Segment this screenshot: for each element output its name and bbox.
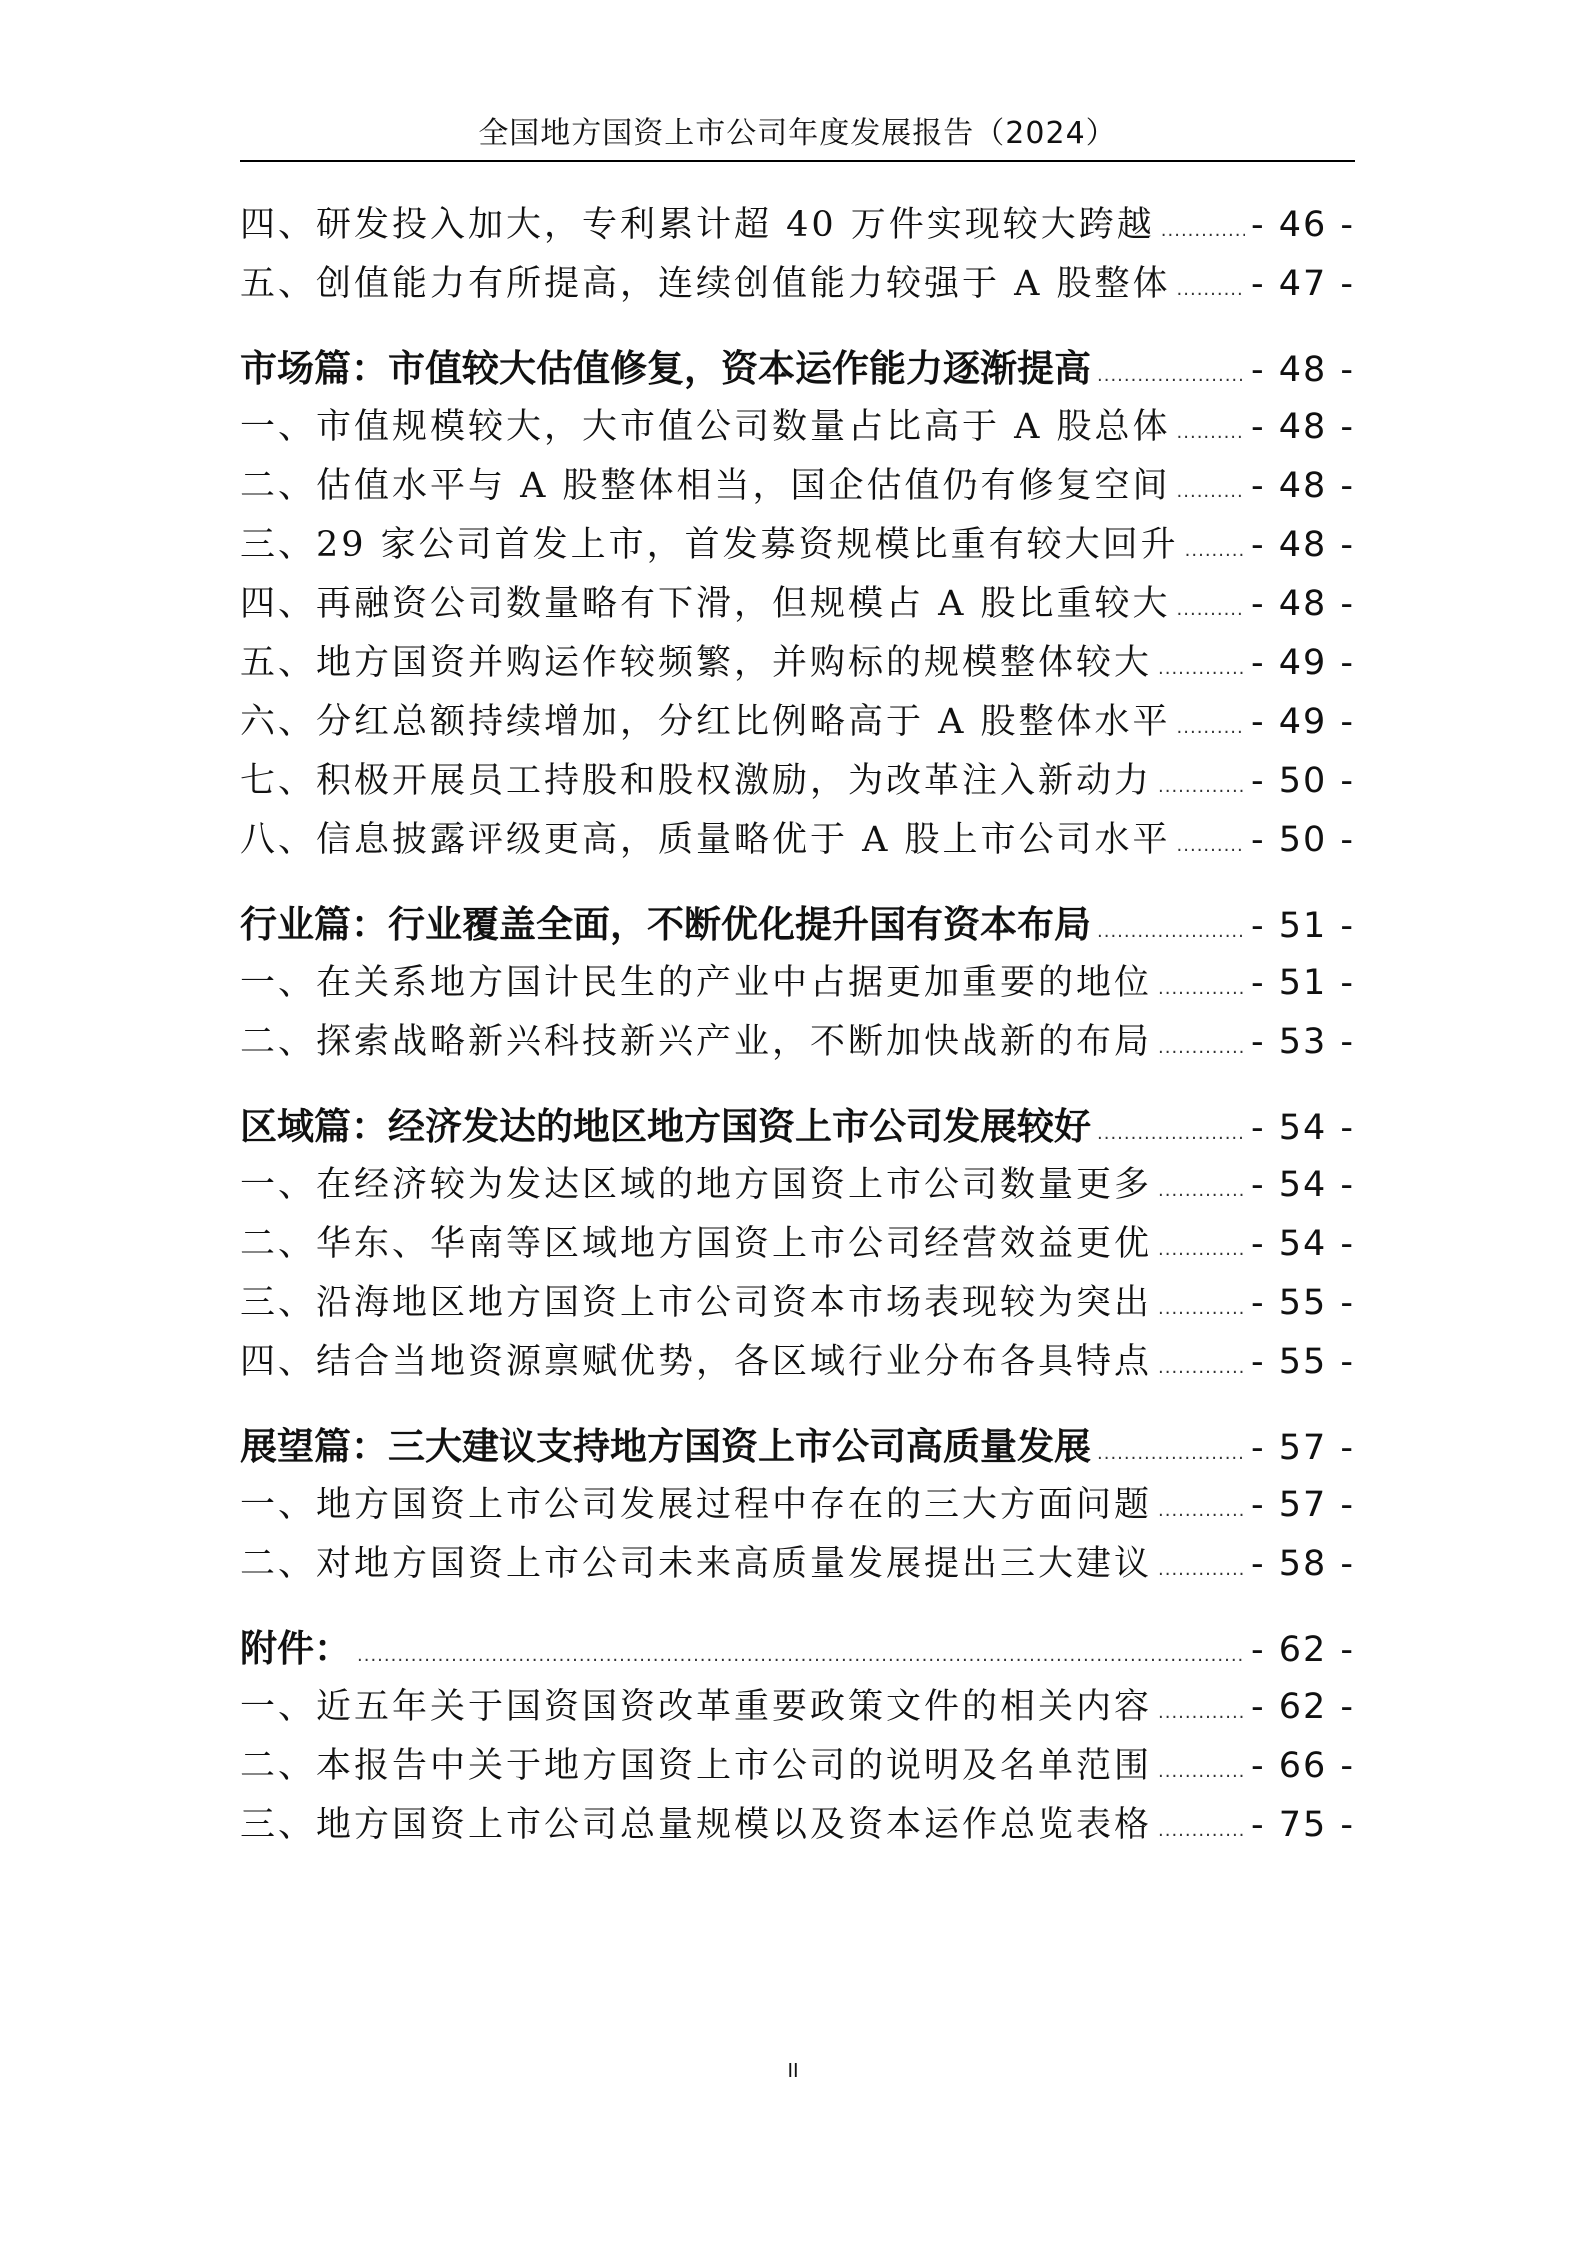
toc-entry[interactable] <box>240 1156 1355 1215</box>
toc-entry[interactable] <box>240 398 1355 457</box>
dot-leader <box>1158 1279 1245 1338</box>
dot-leader <box>1158 1338 1245 1397</box>
toc-entry-title: 一、市值规模较大，大市值公司数量占比高于 A 股总体 <box>240 407 1171 447</box>
dot-leader <box>1177 403 1245 462</box>
toc-page-number: - 48 - <box>1250 466 1355 506</box>
dot-leader <box>1177 260 1245 319</box>
toc-page-number: - 49 - <box>1250 702 1355 742</box>
dot-leader <box>1158 1018 1245 1077</box>
dot-leader <box>1158 1161 1245 1220</box>
dot-leader <box>1177 816 1245 875</box>
toc-entry[interactable] <box>240 516 1355 575</box>
dot-leader <box>1177 462 1245 521</box>
toc-page-number: - 66 - <box>1250 1746 1355 1786</box>
toc-entry[interactable] <box>240 1274 1355 1333</box>
toc-entry-title: 五、创值能力有所提高，连续创值能力较强于 A 股整体 <box>240 264 1171 304</box>
toc-page-number: - 48 - <box>1250 350 1355 390</box>
toc-entry-title: 七、积极开展员工持股和股权激励，为改革注入新动力 <box>240 761 1153 801</box>
toc-entry-title: 四、结合当地资源禀赋优势，各区域行业分布各具特点 <box>240 1342 1153 1382</box>
toc-entry[interactable] <box>240 196 1355 255</box>
toc-entry[interactable] <box>240 1535 1355 1594</box>
toc-entry[interactable] <box>240 752 1355 811</box>
toc-entry[interactable] <box>240 811 1355 870</box>
toc-entry-title: 二、本报告中关于地方国资上市公司的说明及名单范围 <box>240 1746 1153 1786</box>
toc-entry-title: 二、华东、华南等区域地方国资上市公司经营效益更优 <box>240 1224 1153 1264</box>
toc-page-number: - 50 - <box>1250 761 1355 801</box>
toc-entry[interactable] <box>240 693 1355 752</box>
dot-leader <box>1185 521 1245 580</box>
toc-page-number: - 62 - <box>1250 1687 1355 1727</box>
toc-page-number: - 55 - <box>1250 1283 1355 1323</box>
dot-leader <box>1097 346 1245 405</box>
toc-entry-title: 一、地方国资上市公司发展过程中存在的三大方面问题 <box>240 1485 1153 1525</box>
dot-leader <box>1177 580 1245 639</box>
toc-entry-title: 五、地方国资并购运作较频繁，并购标的规模整体较大 <box>240 643 1153 683</box>
toc-entry[interactable] <box>240 457 1355 516</box>
page-number: II <box>787 2060 799 2082</box>
dot-leader <box>1158 1540 1245 1599</box>
toc-entry-title: 四、研发投入加大，专利累计超 40 万件实现较大跨越 <box>240 205 1155 245</box>
toc-page-number: - 54 - <box>1250 1165 1355 1205</box>
toc-entry-title: 三、沿海地区地方国资上市公司资本市场表现较为突出 <box>240 1283 1153 1323</box>
toc-entry-title: 附件： <box>240 1627 351 1670</box>
toc-page-number: - 50 - <box>1250 820 1355 860</box>
toc-section-entry[interactable] <box>240 339 1355 398</box>
dot-leader <box>1097 1104 1245 1163</box>
toc-page-number: - 62 - <box>1250 1630 1355 1670</box>
toc-page-number: - 49 - <box>1250 643 1355 683</box>
toc-page-number: - 47 - <box>1250 264 1355 304</box>
toc-entry[interactable] <box>240 1013 1355 1072</box>
toc-entry[interactable] <box>240 1333 1355 1392</box>
dot-leader <box>1158 639 1245 698</box>
toc-page-number: - 48 - <box>1250 584 1355 624</box>
toc-entry-title: 三、地方国资上市公司总量规模以及资本运作总览表格 <box>240 1805 1153 1845</box>
toc-page-number: - 51 - <box>1250 906 1355 946</box>
toc-entry[interactable] <box>240 255 1355 314</box>
toc-entry-title: 四、再融资公司数量略有下滑，但规模占 A 股比重较大 <box>240 584 1171 624</box>
dot-leader <box>1158 1742 1245 1801</box>
toc-entry[interactable] <box>240 1476 1355 1535</box>
toc-page-number: - 75 - <box>1250 1805 1355 1845</box>
toc-entry-title: 八、信息披露评级更高，质量略优于 A 股上市公司水平 <box>240 820 1171 860</box>
toc-entry[interactable] <box>240 1737 1355 1796</box>
toc-entry-title: 三、29 家公司首发上市，首发募资规模比重有较大回升 <box>240 525 1179 565</box>
toc-entry-title: 六、分红总额持续增加，分红比例略高于 A 股整体水平 <box>240 702 1171 742</box>
toc-entry-title: 二、探索战略新兴科技新兴产业，不断加快战新的布局 <box>240 1022 1153 1062</box>
toc-page-number: - 54 - <box>1250 1224 1355 1264</box>
toc-entry-title: 二、估值水平与 A 股整体相当，国企估值仍有修复空间 <box>240 466 1171 506</box>
toc-page-number: - 48 - <box>1250 407 1355 447</box>
running-header: 全国地方国资上市公司年度发展报告（2024） <box>240 108 1355 162</box>
toc-entry-title: 一、近五年关于国资国资改革重要政策文件的相关内容 <box>240 1687 1153 1727</box>
toc-section-entry[interactable] <box>240 1097 1355 1156</box>
toc-page-number: - 51 - <box>1250 963 1355 1003</box>
toc-entry[interactable] <box>240 634 1355 693</box>
toc-entry[interactable] <box>240 954 1355 1013</box>
toc-page-number: - 48 - <box>1250 525 1355 565</box>
dot-leader <box>1158 1801 1245 1860</box>
dot-leader <box>1158 1683 1245 1742</box>
toc-entry-title: 二、对地方国资上市公司未来高质量发展提出三大建议 <box>240 1544 1153 1584</box>
toc-entry-title: 行业篇：行业覆盖全面，不断优化提升国有资本布局 <box>240 903 1091 946</box>
toc-entry-title: 一、在关系地方国计民生的产业中占据更加重要的地位 <box>240 963 1153 1003</box>
toc-page-number: - 57 - <box>1250 1485 1355 1525</box>
dot-leader <box>1158 959 1245 1018</box>
dot-leader <box>1177 698 1245 757</box>
toc-page-number: - 54 - <box>1250 1108 1355 1148</box>
toc-section-entry[interactable] <box>240 1619 1355 1678</box>
toc-entry[interactable] <box>240 1678 1355 1737</box>
dot-leader <box>1097 902 1245 961</box>
dot-leader <box>357 1626 1245 1685</box>
toc-entry[interactable] <box>240 575 1355 634</box>
toc-entry-title: 市场篇：市值较大估值修复，资本运作能力逐渐提高 <box>240 347 1091 390</box>
toc-page-number: - 58 - <box>1250 1544 1355 1584</box>
table-of-contents <box>240 196 1355 1855</box>
toc-entry-title: 区域篇：经济发达的地区地方国资上市公司发展较好 <box>240 1105 1091 1148</box>
toc-entry[interactable] <box>240 1796 1355 1855</box>
toc-page-number: - 53 - <box>1250 1022 1355 1062</box>
toc-entry-title: 一、在经济较为发达区域的地方国资上市公司数量更多 <box>240 1165 1153 1205</box>
dot-leader <box>1158 1481 1245 1540</box>
dot-leader <box>1158 1220 1245 1279</box>
toc-entry[interactable] <box>240 1215 1355 1274</box>
toc-page-number: - 46 - <box>1250 205 1355 245</box>
toc-section-entry[interactable] <box>240 1417 1355 1476</box>
dot-leader <box>1097 1424 1245 1483</box>
dot-leader <box>1158 757 1245 816</box>
dot-leader <box>1161 201 1245 260</box>
toc-page-number: - 55 - <box>1250 1342 1355 1382</box>
toc-page-number: - 57 - <box>1250 1428 1355 1468</box>
toc-entry-title: 展望篇：三大建议支持地方国资上市公司高质量发展 <box>240 1425 1091 1468</box>
toc-section-entry[interactable] <box>240 895 1355 954</box>
